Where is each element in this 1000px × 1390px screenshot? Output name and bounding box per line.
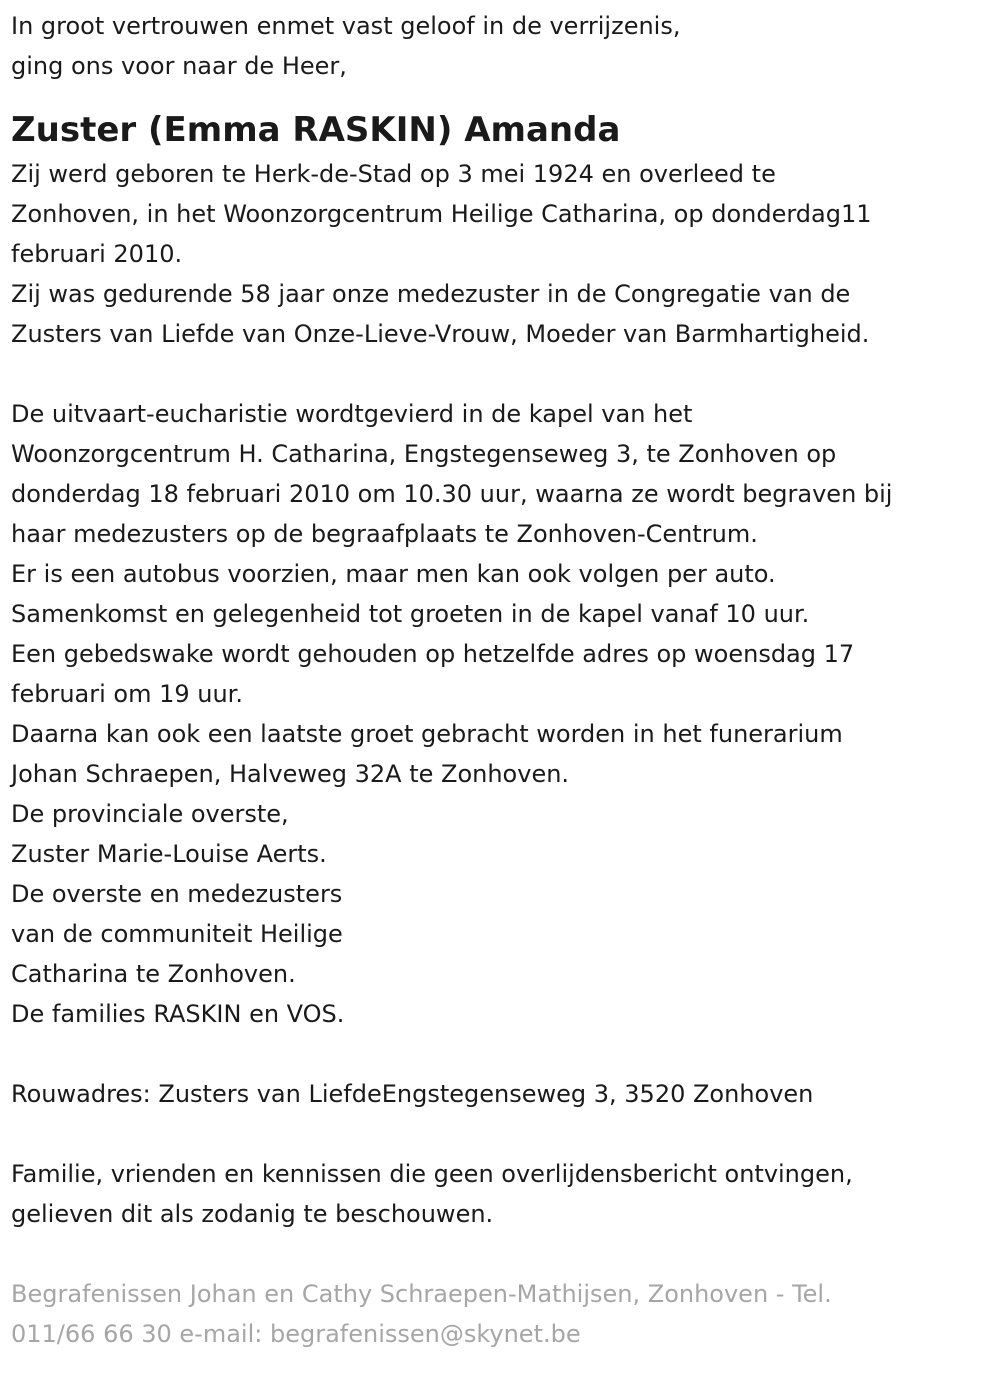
footer-line: Begrafenissen Johan en Cathy Schraepen-Mathijsen, Zonhoven - Tel. [11,1280,832,1308]
funeral-line: Samenkomst en gelegenheid tot groeten in de kapel vanaf 10 uur. [11,600,810,628]
bio-line: Zusters van Liefde van Onze-Lieve-Vrouw, Moeder van Barmhartigheid. [11,320,870,348]
intro-line: In groot vertrouwen enmet vast geloof in de verrijzenis, [11,12,681,40]
funeral-line: De provinciale overste, [11,800,289,828]
mourning-address: Rouwadres: Zusters van LiefdeEngstegenseweg 3, 3520 Zonhoven [11,1080,814,1108]
intro-section [11,6,1000,86]
funeral-line: De overste en medezusters [11,880,343,908]
funeral-line: Er is een autobus voorzien, maar men kan ook volgen per auto. [11,560,776,588]
intro-line: ging ons voor naar de Heer, [11,52,347,80]
funeral-line: haar medezusters op de begraafplaats te Zonhoven-Centrum. [11,520,758,548]
funeral-line: Woonzorgcentrum H. Catharina, Engstegenseweg 3, te Zonhoven op [11,440,837,468]
funeral-line: van de communiteit Heilige [11,920,343,948]
bio-section [11,154,1000,354]
funeral-line: De families RASKIN en VOS. [11,1000,345,1028]
funeral-line: Daarna kan ook een laatste groet gebracht worden in het funerarium [11,720,843,748]
funeral-home-footer [11,1274,1000,1354]
funeral-line: donderdag 18 februari 2010 om 10.30 uur, waarna ze wordt begraven bij [11,480,893,508]
funeral-line: Catharina te Zonhoven. [11,960,296,988]
bio-line: februari 2010. [11,240,183,268]
deceased-name: Zuster (Emma RASKIN) Amanda [11,110,621,150]
funeral-line: Een gebedswake wordt gehouden op hetzelfde adres op woensdag 17 [11,640,855,668]
funeral-section [11,394,1000,1034]
spacer [11,1114,1000,1154]
footer-line: 011/66 66 30 e-mail: begrafenissen@skynet.be [11,1320,581,1348]
bio-line: Zij werd geboren te Herk-de-Stad op 3 mei 1924 en overleed te [11,160,776,188]
funeral-line: februari om 19 uur. [11,680,243,708]
notice-line: Familie, vrienden en kennissen die geen overlijdensbericht ontvingen, [11,1160,853,1188]
spacer [11,1034,1000,1074]
funeral-line: Zuster Marie-Louise Aerts. [11,840,327,868]
bio-line: Zij was gedurende 58 jaar onze medezuster in de Congregatie van de [11,280,851,308]
spacer [11,354,1000,394]
notice-section [11,1154,1000,1234]
funeral-line: Johan Schraepen, Halveweg 32A te Zonhoven. [11,760,570,788]
bio-line: Zonhoven, in het Woonzorgcentrum Heilige Catharina, op donderdag11 [11,200,872,228]
spacer [11,1234,1000,1274]
funeral-line: De uitvaart-eucharistie wordtgevierd in de kapel van het [11,400,693,428]
notice-line: gelieven dit als zodanig te beschouwen. [11,1200,494,1228]
